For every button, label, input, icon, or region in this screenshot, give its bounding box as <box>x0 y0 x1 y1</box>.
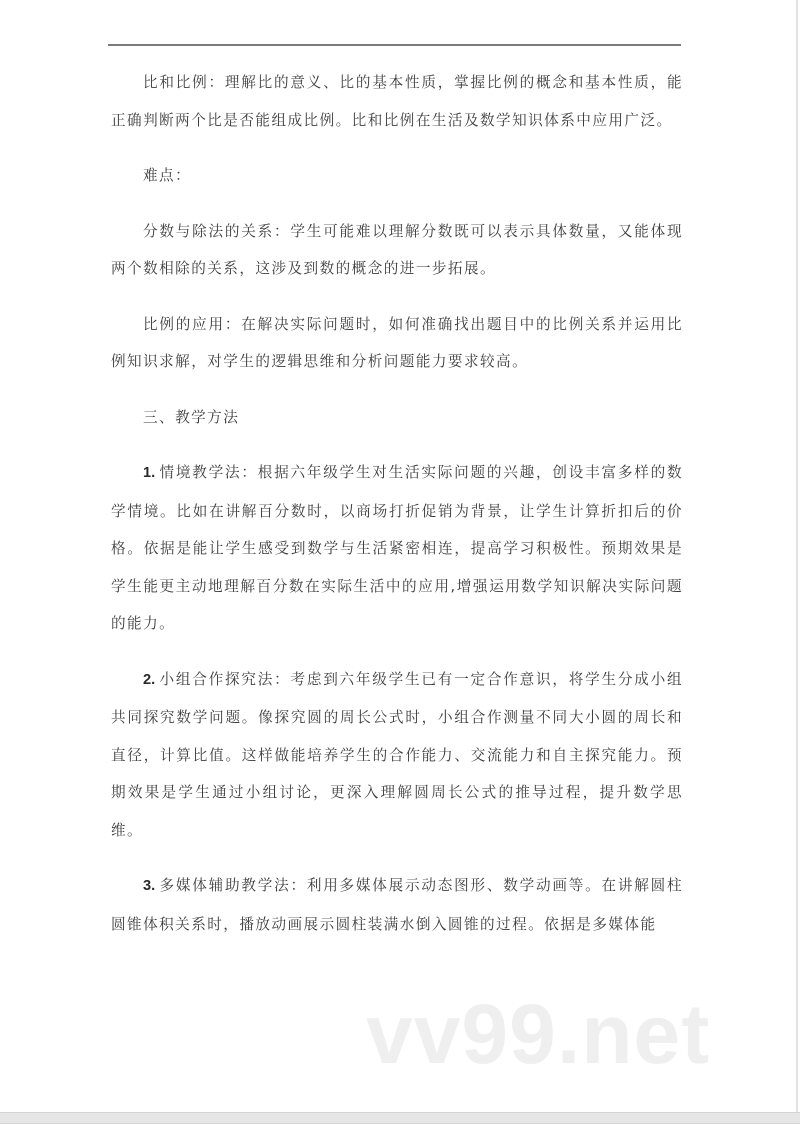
paragraph-method-2 <box>111 661 683 850</box>
paragraph-difficulties-label: 难点： <box>143 167 192 184</box>
paragraph-text: 多媒体辅助教学法：利用多媒体展示动态图形、数学动画等。在讲解圆柱圆锥体积关系时，播放动画展示圆柱装满水倒入圆锥的过程。依据是多媒体能 <box>111 877 683 933</box>
paragraph-method-1 <box>111 454 683 643</box>
section-heading-teaching-methods: 三、教学方法 <box>143 408 240 426</box>
watermark: vv99.net <box>366 987 711 1081</box>
paragraph-fraction-division: 分数与除法的关系：学生可能难以理解分数既可以表示具体数量，又能体现两个数相除的关系，这涉及到数的概念的进一步拓展。 <box>111 222 683 277</box>
paragraph-text: 小组合作探究法：考虑到六年级学生已有一定合作意识，将学生分成小组共同探究数学问题。像探究圆的周长公式时，小组合作测量不同大小圆的周长和直径，计算比值。这样做能培养学生的合作能力、交流能力和自主探究能力。预期效果是学生通过小组讨论，更深入理解圆周长公式的推导过程，提升数学思维。 <box>111 670 683 839</box>
list-number: 3. <box>143 878 156 894</box>
paragraph-text: 情境教学法：根据六年级学生对生活实际问题的兴趣，创设丰富多样的数学情境。比如在讲解百分数时，以商场打折促销为背景，让学生计算折扣后的价格。依据是能让学生感受到数学与生活紧密相连，提高学习积极性。预期效果是学生能更主动地理解百分数在实际生活中的应用,增强运用数学知识解决实际问题的能力。 <box>111 464 683 632</box>
paragraph-proportion-application: 比例的应用：在解决实际问题时，如何准确找出题目中的比例关系并运用比例知识求解，对学生的逻辑思维和分析问题能力要求较高。 <box>111 315 683 370</box>
next-page-top <box>0 1124 800 1137</box>
paragraph-ratio-and-proportion: 比和比例：理解比的意义、比的基本性质，掌握比例的概念和基本性质，能正确判断两个比是否能组成比例。比和比例在生活及数学知识体系中应用广泛。 <box>111 74 683 129</box>
document-body <box>111 64 683 943</box>
page-break-strip <box>0 1112 800 1124</box>
header-rule <box>108 44 681 46</box>
list-number: 2. <box>143 671 156 688</box>
list-number: 1. <box>143 465 156 481</box>
paragraph-method-3 <box>111 867 683 943</box>
page-edge-divider <box>796 0 798 1137</box>
